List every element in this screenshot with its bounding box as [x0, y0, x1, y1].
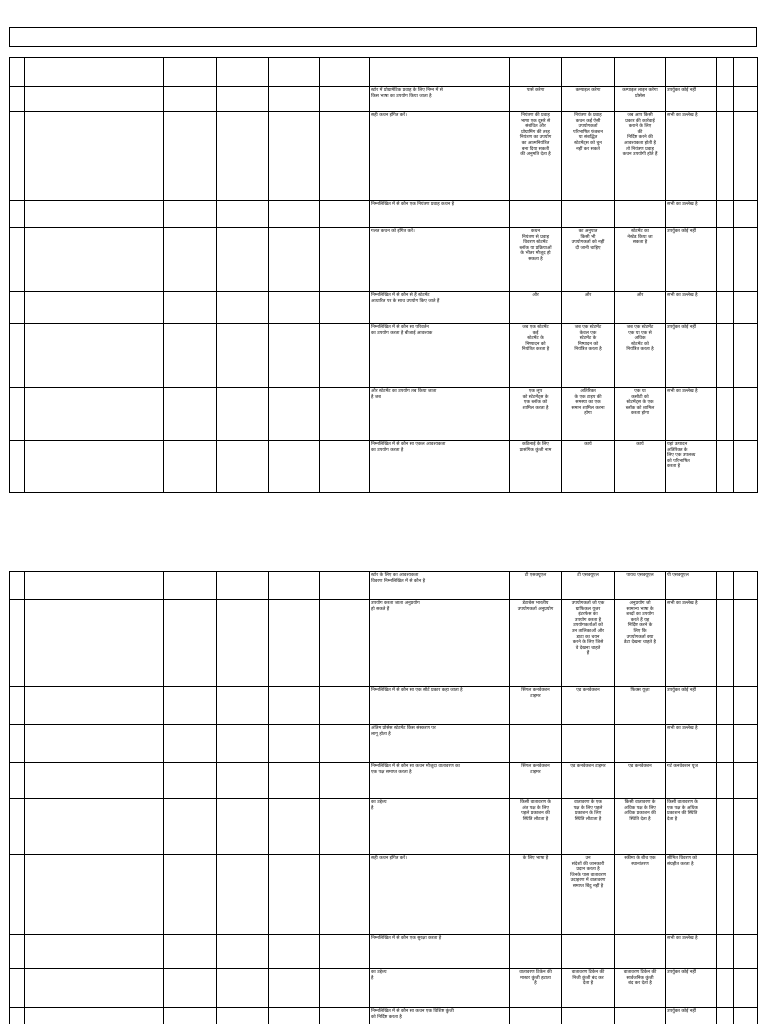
- question-cell: स्टोर में प्रोग्रामेटिक प्रवाह के लिए निम्न में से किस भाषा का उपयोग किया जाता है: [371, 88, 443, 99]
- option-a-cell: सिंगल कनवेक्शन टाइमर: [521, 688, 550, 699]
- option-a-cell: सिंगल कनवेक्शन टाइमर: [521, 764, 550, 775]
- answer-cell: पी एसक्यूएल: [667, 573, 689, 578]
- question-cell: का उद्देश्य है: [371, 970, 387, 981]
- option-c-cell: फिक्स यूज़ा: [630, 688, 650, 693]
- header-box: [9, 27, 757, 47]
- question-cell: निम्नलिखित में से कौन से हैं स्टेटमेंट आधारित पर के साथ उपयोग किए जाते हैं: [371, 293, 440, 304]
- option-b-cell: वातावरण के एक पक्ष के लिए पहले प्रकाशन के लिए स्थिति लौटाता है: [573, 800, 603, 822]
- option-b-cell: एड कनवेक्शन टाइमर: [570, 764, 606, 769]
- question-cell: सही कथन इंगित करें।: [371, 856, 407, 861]
- option-c-cell: [615, 725, 665, 762]
- table-column-rule: [163, 57, 164, 492]
- option-a-cell: [510, 201, 561, 227]
- option-c-cell: किसी वातावरण के अधिक पक्ष के लिए अधिक प्रकाशन की स्थिति देता है: [624, 800, 656, 822]
- question-cell: उपयोग करता जाता अनुप्रयोग हो सकते हैं: [371, 601, 420, 612]
- table-rule: [9, 492, 758, 493]
- option-b-cell: [562, 935, 614, 968]
- question-cell: का उद्देश्य है: [371, 800, 387, 811]
- table-column-rule: [757, 57, 758, 492]
- question-cell: निम्नलिखित में से कौन एक सुरक्षा करता है: [371, 936, 442, 941]
- option-b-cell: उन संदेशों की जानकारी प्रदान करता है जिनके पास वातावरण उदाहरण में वातावरण समाप्त बिंदु नहीं है: [570, 856, 606, 889]
- table-column-rule: [216, 571, 217, 1024]
- answer-cell: उपर्युक्त कोई नहीं: [667, 88, 696, 93]
- option-a-cell: एक लूप को स्टेटमेंट्स के एक ब्लॉक को शामिल करता है: [522, 389, 549, 411]
- option-b-cell: कम्पाइल करेगा: [575, 88, 601, 93]
- table-column-rule: [9, 571, 10, 1024]
- table-column-rule: [24, 571, 25, 1024]
- question-cell: [370, 58, 509, 86]
- option-c-cell: स्टेटमेंट का नेस्टेड किया जा सकता है: [627, 229, 653, 246]
- table-column-rule: [733, 57, 734, 492]
- table-column-rule: [319, 57, 320, 492]
- answer-cell: गर्ट कनवेक्शन यूज: [667, 764, 698, 769]
- option-b-cell: का अनुपात किसी भी उपयोगकर्ता को नहीं दी जानी चाहिए: [571, 229, 605, 251]
- question-cell: निम्नलिखित में से कौन सा परिवर्तन का उपयोग करता है बीजाई आवश्यक: [371, 325, 433, 336]
- option-c-cell: कम्पाइल लाइन करेगा प्रोसेस: [622, 88, 658, 99]
- question-cell: सही कथन इंगित करें।: [371, 113, 407, 118]
- option-b-cell: [562, 725, 614, 762]
- option-a-cell: [510, 58, 561, 86]
- answer-cell: उपर्युक्त कोई नहीं: [667, 229, 696, 234]
- answer-cell: सभी का उल्लेख है: [667, 389, 698, 394]
- question-cell: निम्नलिखित में से कौन सा कथन मौजूदा वातावरण का एक पक्ष समाप्त करता है: [371, 764, 460, 775]
- option-c-cell: स्कीमा के बीच एक स्थानांतरण: [624, 856, 656, 867]
- question-cell: निम्नलिखित में से कौन सा एकल आवश्यकता का उपयोग करता है: [371, 442, 446, 453]
- option-a-cell: किसी वातावरण के अंत पक्ष के लिए पहले प्रकाशन की स्थिति लौटता है: [520, 800, 551, 822]
- option-a-cell: जब एक स्टेटमेंट कई स्टेटमेंट के निष्पादन को नियंत्रित करता है: [521, 325, 550, 353]
- question-cell: स्टोर के लिए का आवश्यकता विवरण निम्नलिखित में से कौन है: [371, 573, 426, 584]
- answer-cell: उपर्युक्त कोई नहीं: [667, 970, 696, 975]
- question-cell: निम्नलिखित में से कौन सा कथन एक विशिष्ट कुंजी को निर्दिष्ट करता है: [371, 1009, 454, 1020]
- table-column-rule: [24, 57, 25, 492]
- option-c-cell: एड कनवेक्शन: [628, 764, 652, 769]
- table-column-rule: [9, 57, 10, 492]
- table-column-rule: [716, 571, 717, 1024]
- option-a-cell: [510, 725, 561, 762]
- option-c-cell: [615, 1008, 665, 1024]
- question-cell: गलत कथन को इंगित करें।: [371, 229, 415, 234]
- answer-cell: उपर्युक्त कोई नहीं: [667, 688, 696, 693]
- option-a-cell: [510, 1008, 561, 1024]
- answer-cell: उपर्युक्त कोई नहीं: [667, 1009, 696, 1014]
- answer-cell: सभी का उल्लेख है: [667, 113, 698, 118]
- option-c-cell: [615, 935, 665, 968]
- option-a-cell: [510, 935, 561, 968]
- answer-cell: [666, 58, 716, 86]
- table-column-rule: [757, 571, 758, 1024]
- option-b-cell: एड कनवेक्शन: [576, 688, 600, 693]
- option-a-cell: वातावरण टिकेन की मास्टर कुंजी हटाता है: [519, 970, 552, 987]
- option-a-cell: कठिनाई के लिए प्रासंगिक कुंजी नाम: [519, 442, 552, 453]
- option-b-cell: [562, 1008, 614, 1024]
- option-c-cell: [615, 58, 665, 86]
- table-column-rule: [268, 57, 269, 492]
- option-b-cell: [562, 201, 614, 227]
- table-column-rule: [319, 571, 320, 1024]
- answer-cell: सभी का उल्लेख है: [667, 202, 698, 207]
- answer-cell: सभी का उल्लेख है: [667, 601, 698, 606]
- option-a-cell: और: [532, 293, 539, 298]
- table-column-rule: [733, 571, 734, 1024]
- option-b-cell: नियंत्रण के प्रवाह कथन कई ऐसी उपयोगकर्ता परिभाषित फंक्शन या संबद्धित स्टेटमेंट्स को चुन नहीं कर सकते: [573, 113, 603, 152]
- option-a-cell: कथन नियंत्रण से प्रवाह विवरण स्टेटमेंट ब्लॉक या प्रक्रियाओं के भीतर मौजूद हो सकता है: [519, 229, 552, 262]
- answer-cell: सभी का उल्लेख है: [667, 936, 698, 941]
- question-cell: और स्टेटमेंट का उपयोग तब किया जाता है जब: [371, 389, 437, 400]
- option-b-cell: अतिरिक्त के एक टाइप की समस्या का एक समान शामिल करना होगा: [571, 389, 605, 417]
- answer-cell: सभी का उल्लेख है: [667, 726, 698, 731]
- question-cell: अंतिम प्रोसेस स्टेटमेंट किस संस्करण पर लागू होता है: [371, 726, 436, 737]
- option-c-cell: कार्य: [636, 442, 644, 447]
- answer-cell: किसी वातावरण के एक पक्ष के अधिक प्रकाशन की स्थिति देता है: [667, 800, 698, 822]
- option-c-cell: [615, 201, 665, 227]
- table-column-rule: [163, 571, 164, 1024]
- table-column-rule: [268, 571, 269, 1024]
- option-c-cell: जब आप किसी प्रकार की कार्रवाई कराने के लिए की निर्दिष्ट करने की आवश्यकता होती है तो नियंत्रण प्रवाह कथन उपयोगी होते हैं: [622, 113, 658, 158]
- option-c-cell: पायथ एसक्यूएल: [626, 573, 654, 578]
- option-b-cell: उपयोगकर्ता जो एक ग्राफिकल यूजर इंटरफेस का उपयोग करता है उपयोगकर्ताओं को उन तालिकाओं और डाटा का चयन करने के लिए जिसे वे देखना चाहते हैं: [571, 601, 605, 657]
- option-b-cell: और: [584, 293, 592, 298]
- option-c-cell: एक या कसौटी को स्टेटमेंट्स के एक ब्लॉक को शामिल करता होगा: [625, 389, 655, 417]
- option-b-cell: वातावरण टिकेन की निजी कुंजी बंद कर देता है: [571, 970, 605, 987]
- answer-cell: सभी का उल्लेख है: [667, 293, 698, 298]
- option-b-cell: [562, 58, 614, 86]
- option-c-cell: अनुप्रयोग जो सामान्य भाषा के शब्दों का उपयोग करते हैं यह निर्दिष्ट करने के लिए कि उपयोगकर्ता क्या डेटा देखना चाहते है: [624, 601, 656, 646]
- table-column-rule: [716, 57, 717, 492]
- option-b-cell: टी एसक्यूएल: [577, 573, 599, 578]
- option-a-cell: डेटाबेस भारतीय उपयोगकर्ता अनुप्रयोग: [517, 601, 554, 612]
- option-b-cell: जब एक स्टेटमेंट केवल एक स्टेटमेंट के निष्पादन को नियंत्रित करता है: [574, 325, 602, 353]
- answer-cell: सीमित विवरण को संग्रहीत करता है: [667, 856, 697, 867]
- option-a-cell: के लिए भाषा है: [522, 856, 549, 861]
- option-a-cell: नियंत्रण की प्रवाह भाषा एक दूसरे से संबंधित और प्रोग्रामिंग की तरह नियंत्रण का उपयोग का आत्मनियंत्रित बना दिया सकती की अनुमति देता है: [519, 113, 552, 158]
- answer-cell: उपर्युक्त कोई नहीं: [667, 325, 696, 330]
- answer-cell: यहां उत्पादन अतिरिक्त के लिए एक उपलब्ध को परिभाषित करता है: [667, 442, 696, 470]
- table-column-rule: [216, 57, 217, 492]
- option-b-cell: कार्य: [584, 442, 592, 447]
- question-cell: निम्नलिखित में से कौन सा एक सौर्ट प्रकार कहा जाता है: [371, 688, 463, 693]
- option-c-cell: जब एक स्टेटमेंट एक या एक से अधिक स्टेटमेंट को नियंत्रित करता है: [626, 325, 654, 353]
- option-a-cell: पार्स करेगा: [526, 88, 545, 93]
- option-c-cell: और: [636, 293, 644, 298]
- option-c-cell: वातावरण टिकेन की सार्वजनिक कुंजी बंद कर देता है: [623, 970, 657, 987]
- question-cell: निम्नलिखित में से कौन एक नियंत्रण प्रवाह कथन है: [371, 202, 455, 207]
- option-a-cell: टी एसक्यूएल: [524, 573, 547, 578]
